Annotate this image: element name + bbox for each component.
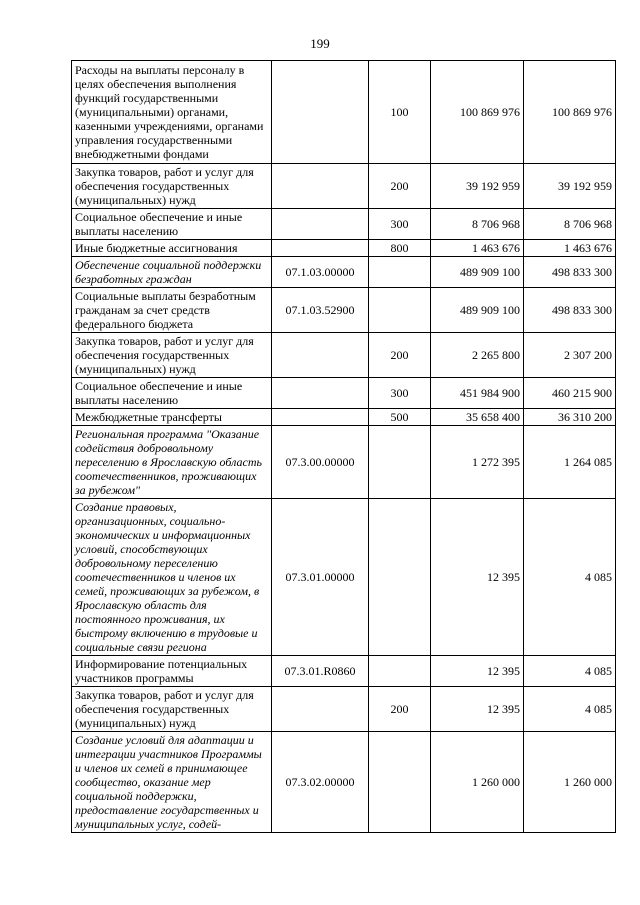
row-sum-1: 2 265 800 bbox=[431, 333, 524, 378]
row-name: Закупка товаров, работ и услуг для обеспечения государственных (муниципальных) нужд bbox=[72, 164, 272, 209]
budget-table bbox=[71, 60, 616, 833]
row-name: Региональная программа "Оказание содействия добровольному переселению в Ярославскую область соотечественников, проживающих за рубежом" bbox=[72, 426, 272, 499]
row-sum-2: 498 833 300 bbox=[524, 257, 616, 288]
row-sum-2: 4 085 bbox=[524, 687, 616, 732]
table-row bbox=[72, 378, 616, 409]
row-sum-1: 12 395 bbox=[431, 656, 524, 687]
row-name: Обеспечение социальной поддержки безработных граждан bbox=[72, 257, 272, 288]
row-vr: 200 bbox=[369, 687, 431, 732]
row-name: Расходы на выплаты персоналу в целях обеспечения выполнения функций государственными (муниципальными) органами, казенными учреждениями, органами управления государственными внебюджетными фондами bbox=[72, 61, 272, 164]
row-name: Создание правовых, организационных, социально-экономических и информационных условий, способствующих добровольному переселению соотечественников и членов их семей, проживающих за рубежом, в Ярославскую область для постоянного проживания, их быстрому включению в трудовые и социальные связи региона bbox=[72, 499, 272, 656]
row-code bbox=[272, 409, 369, 426]
page-number: 199 bbox=[310, 36, 330, 51]
row-code: 07.1.03.00000 bbox=[272, 257, 369, 288]
row-vr bbox=[369, 656, 431, 687]
row-vr: 100 bbox=[369, 61, 431, 164]
row-code bbox=[272, 240, 369, 257]
table-row bbox=[72, 333, 616, 378]
row-sum-1: 1 272 395 bbox=[431, 426, 524, 499]
row-sum-1: 12 395 bbox=[431, 687, 524, 732]
row-sum-2: 1 463 676 bbox=[524, 240, 616, 257]
row-code bbox=[272, 687, 369, 732]
row-code bbox=[272, 378, 369, 409]
row-sum-1: 1 463 676 bbox=[431, 240, 524, 257]
table-row bbox=[72, 409, 616, 426]
table-row bbox=[72, 426, 616, 499]
row-sum-1: 489 909 100 bbox=[431, 257, 524, 288]
table-row bbox=[72, 164, 616, 209]
row-sum-1: 39 192 959 bbox=[431, 164, 524, 209]
row-sum-2: 4 085 bbox=[524, 499, 616, 656]
row-vr: 200 bbox=[369, 164, 431, 209]
row-sum-2: 4 085 bbox=[524, 656, 616, 687]
row-name: Социальные выплаты безработным гражданам за счет средств федерального бюджета bbox=[72, 288, 272, 333]
row-code: 07.3.01.00000 bbox=[272, 499, 369, 656]
row-vr bbox=[369, 499, 431, 656]
table-row bbox=[72, 732, 616, 833]
row-vr: 300 bbox=[369, 378, 431, 409]
row-sum-2: 460 215 900 bbox=[524, 378, 616, 409]
row-name: Социальное обеспечение и иные выплаты населению bbox=[72, 209, 272, 240]
row-vr bbox=[369, 732, 431, 833]
row-name: Закупка товаров, работ и услуг для обеспечения государственных (муниципальных) нужд bbox=[72, 333, 272, 378]
table-row bbox=[72, 209, 616, 240]
row-sum-2: 39 192 959 bbox=[524, 164, 616, 209]
row-sum-1: 12 395 bbox=[431, 499, 524, 656]
row-code: 07.3.00.00000 bbox=[272, 426, 369, 499]
row-sum-2: 1 260 000 bbox=[524, 732, 616, 833]
row-vr bbox=[369, 257, 431, 288]
table-row bbox=[72, 61, 616, 164]
table-row bbox=[72, 499, 616, 656]
row-sum-1: 100 869 976 bbox=[431, 61, 524, 164]
row-code bbox=[272, 333, 369, 378]
row-code: 07.3.02.00000 bbox=[272, 732, 369, 833]
row-name: Иные бюджетные ассигнования bbox=[72, 240, 272, 257]
table-row bbox=[72, 257, 616, 288]
row-sum-2: 100 869 976 bbox=[524, 61, 616, 164]
table-row bbox=[72, 288, 616, 333]
row-sum-1: 489 909 100 bbox=[431, 288, 524, 333]
row-name: Создание условий для адаптации и интеграции участников Программы и членов их семей в принимающее сообщество, оказание мер социальной поддержки, предоставление государственных и муниципальных услуг, содей- bbox=[72, 732, 272, 833]
row-vr bbox=[369, 288, 431, 333]
table-row bbox=[72, 656, 616, 687]
row-code bbox=[272, 61, 369, 164]
table-row bbox=[72, 687, 616, 732]
row-sum-2: 2 307 200 bbox=[524, 333, 616, 378]
row-vr: 200 bbox=[369, 333, 431, 378]
row-name: Закупка товаров, работ и услуг для обеспечения государственных (муниципальных) нужд bbox=[72, 687, 272, 732]
row-vr bbox=[369, 426, 431, 499]
row-sum-2: 1 264 085 bbox=[524, 426, 616, 499]
row-vr: 500 bbox=[369, 409, 431, 426]
row-sum-1: 1 260 000 bbox=[431, 732, 524, 833]
row-sum-1: 451 984 900 bbox=[431, 378, 524, 409]
row-sum-2: 498 833 300 bbox=[524, 288, 616, 333]
row-sum-1: 35 658 400 bbox=[431, 409, 524, 426]
row-vr: 300 bbox=[369, 209, 431, 240]
row-code bbox=[272, 164, 369, 209]
row-sum-1: 8 706 968 bbox=[431, 209, 524, 240]
row-name: Межбюджетные трансферты bbox=[72, 409, 272, 426]
table-row bbox=[72, 240, 616, 257]
row-code: 07.1.03.52900 bbox=[272, 288, 369, 333]
row-sum-2: 36 310 200 bbox=[524, 409, 616, 426]
row-sum-2: 8 706 968 bbox=[524, 209, 616, 240]
row-code bbox=[272, 209, 369, 240]
row-name: Социальное обеспечение и иные выплаты населению bbox=[72, 378, 272, 409]
row-vr: 800 bbox=[369, 240, 431, 257]
row-name: Информирование потенциальных участников программы bbox=[72, 656, 272, 687]
row-code: 07.3.01.R0860 bbox=[272, 656, 369, 687]
